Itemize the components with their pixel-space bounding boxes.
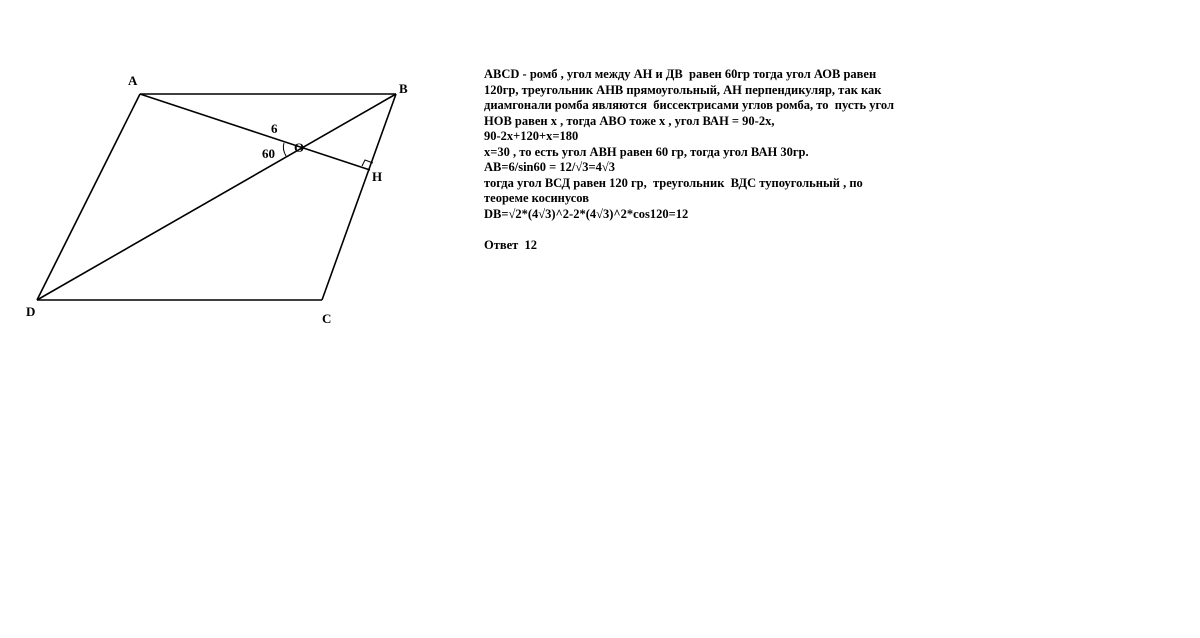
- label-segment: 6: [271, 121, 278, 136]
- angle-arc: [283, 143, 286, 156]
- solution-line: тогда угол ВСД равен 120 гр, треугольник ВДС тупоугольный , по: [484, 175, 863, 190]
- spacer: [484, 222, 964, 238]
- label-angle: 60: [262, 146, 275, 161]
- diagonal-db: [37, 94, 396, 300]
- solution-line: теореме косинусов: [484, 191, 589, 205]
- side-da: [37, 94, 140, 300]
- label-b: B: [399, 81, 408, 96]
- label-d: D: [26, 304, 36, 319]
- solution-line: DB=√2*(4√3)^2-2*(4√3)^2*cos120=12: [484, 206, 689, 221]
- label-a: A: [128, 73, 138, 88]
- solution-text: [484, 67, 964, 253]
- label-c: C: [322, 311, 332, 326]
- solution-line: АВ=6/sin60 = 12/√3=4√3: [484, 160, 615, 174]
- segment-ah: [140, 94, 370, 170]
- label-h: H: [372, 169, 383, 184]
- solution-line: ABCD - ромб , угол между АН и ДВ равен 60гр тогда угол АОВ равен: [484, 67, 877, 81]
- side-bc: [322, 94, 396, 300]
- answer-line: Ответ 12: [484, 237, 538, 252]
- solution-line: диамгонали ромба являются биссектрисами углов ромба, то пусть угол: [484, 98, 894, 112]
- solution-line: 120гр, треугольник АНВ прямоугольный, АН перпендикуляр, так как: [484, 82, 882, 97]
- rhombus-diagram: [0, 0, 470, 340]
- solution-line: 90-2х+120+х=180: [484, 129, 579, 143]
- label-o: O: [294, 140, 305, 155]
- solution-line: х=30 , то есть угол АВН равен 60 гр, тогда угол ВАН 30гр.: [484, 144, 809, 159]
- solution-line: НОВ равен х , тогда АВО тоже х , угол ВАН = 90-2х,: [484, 113, 775, 128]
